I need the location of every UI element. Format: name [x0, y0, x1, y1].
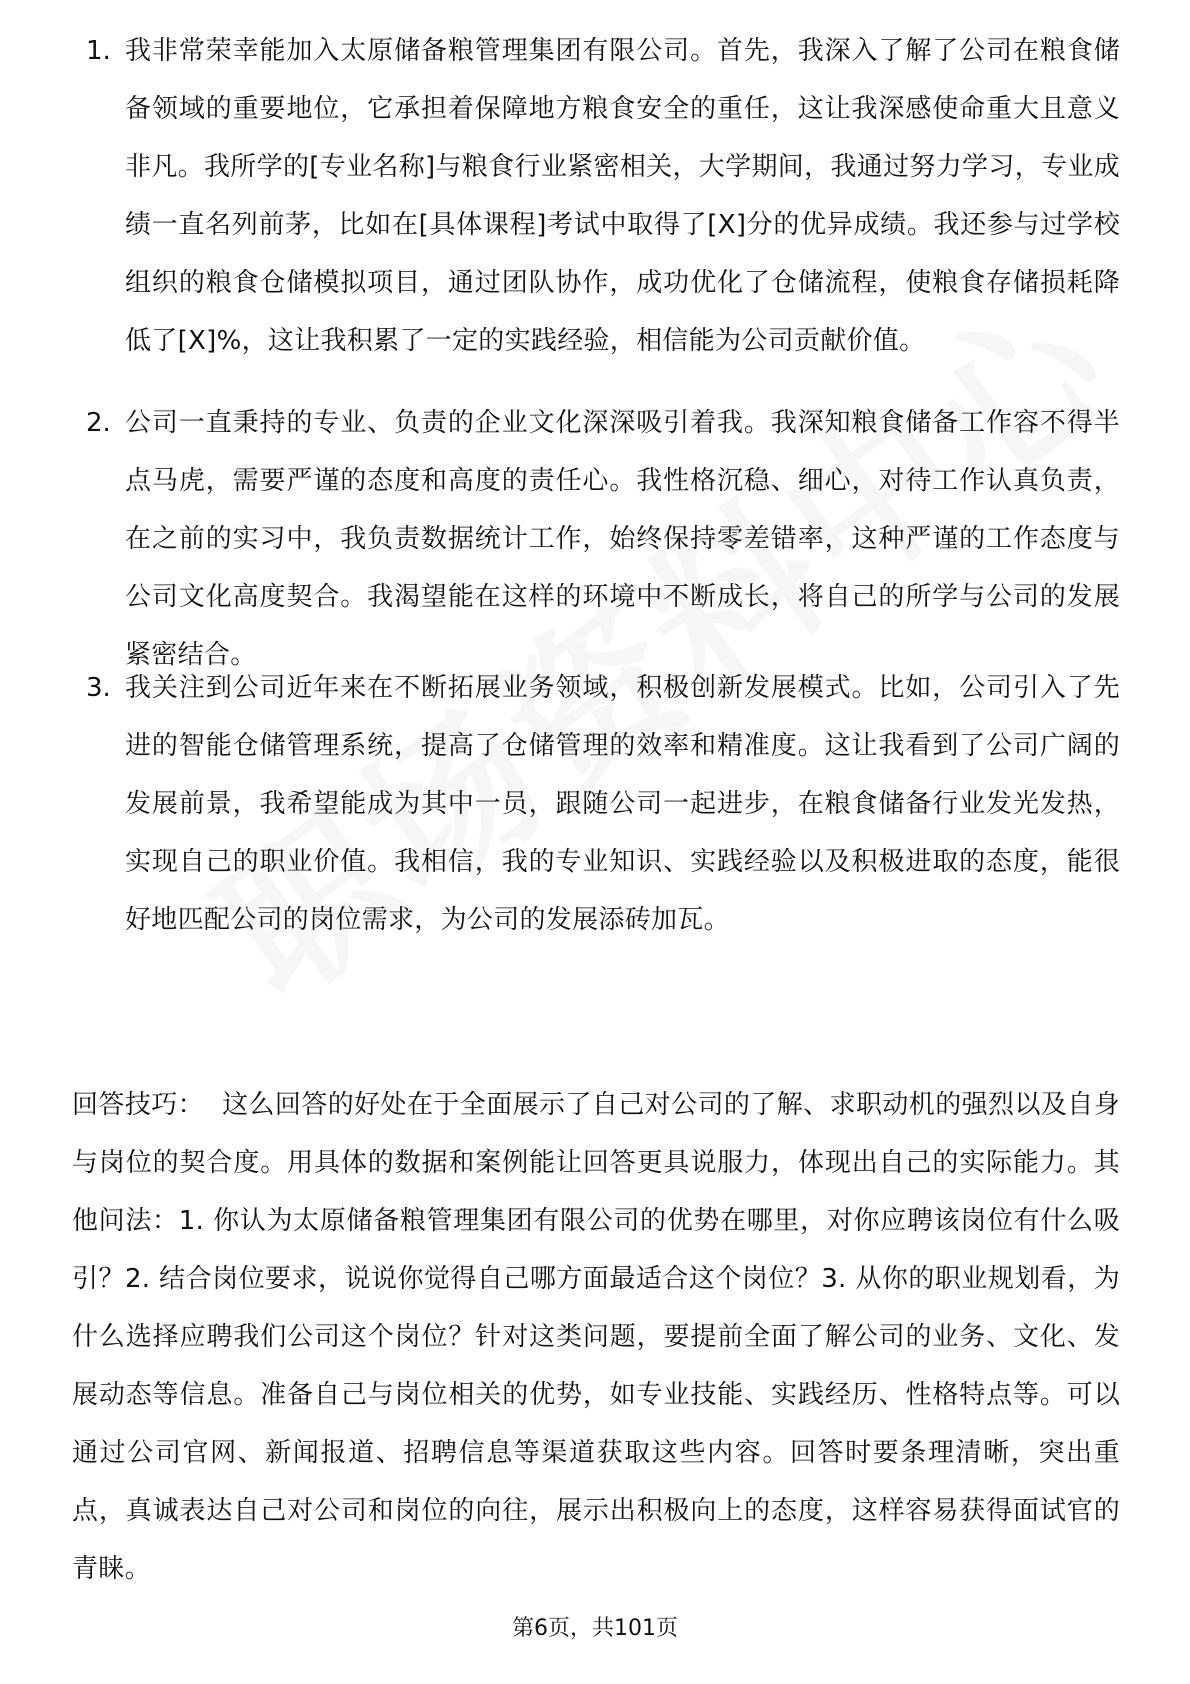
answer-tips [72, 1076, 1120, 1598]
item-number: 3. [86, 673, 111, 703]
item-text: 我非常荣幸能加入太原储备粮管理集团有限公司。首先，我深入了解了公司在粮食储备领域的重要地位，它承担着保障地方粮食安全的重任，这让我深感使命重大且意义非凡。我所学的[专业名称]与粮食行业紧密相关，大学期间，我通过努力学习，专业成绩一直名列前茅，比如在[具体课程]考试中取得了[X]分的优异成绩。我还参与过学校组织的粮食仓储模拟项目，通过团队协作，成功优化了仓储流程，使粮食存储损耗降低了[X]%，这让我积累了一定的实践经验，相信能为公司贡献价值。 [125, 36, 1120, 356]
tips-text: 这么回答的好处在于全面展示了自己对公司的了解、求职动机的强烈以及自身与岗位的契合度。用具体的数据和案例能让回答更具说服力，体现出自己的实际能力。其他问法：1. 你认为太原储备粮管理集团有限公司的优势在哪里，对你应聘该岗位有什么吸引？2. 结合岗位要求，说说你觉得自己哪方面最适合这个岗位？3. 从你的职业规划看，为什么选择应聘我们公司这个岗位？针对这类问题，要提前全面了解公司的业务、文化、发展动态等信息。准备自己与岗位相关的优势，如专业技能、实践经历、性格特点等。可以通过公司官网、新闻报道、招聘信息等渠道获取这些内容。回答时要条理清晰，突出重点，真诚表达自己对公司和岗位的向往，展示出积极向上的态度，这样容易获得面试官的青睐。 [72, 1090, 1120, 1584]
item-text: 我关注到公司近年来在不断拓展业务领域，积极创新发展模式。比如，公司引入了先进的智能仓储管理系统，提高了仓储管理的效率和精准度。这让我看到了公司广阔的发展前景，我希望能成为其中一员，跟随公司一起进步，在粮食储备行业发光发热，实现自己的职业价值。我相信，我的专业知识、实践经验以及积极进取的态度，能很好地匹配公司的岗位需求，为公司的发展添砖加瓦。 [125, 673, 1120, 935]
item-number: 1. [86, 36, 111, 66]
item-text: 公司一直秉持的专业、负责的企业文化深深吸引着我。我深知粮食储备工作容不得半点马虎，需要严谨的态度和高度的责任心。我性格沉稳、细心，对待工作认真负责，在之前的实习中，我负责数据统计工作，始终保持零差错率，这种严谨的工作态度与公司文化高度契合。我渴望能在这样的环境中不断成长，将自己的所学与公司的发展紧密结合。 [125, 408, 1120, 670]
tips-label: 回答技巧： [72, 1090, 205, 1120]
item-number: 2. [86, 408, 111, 438]
page-number: 第6页，共101页 [512, 1616, 678, 1641]
